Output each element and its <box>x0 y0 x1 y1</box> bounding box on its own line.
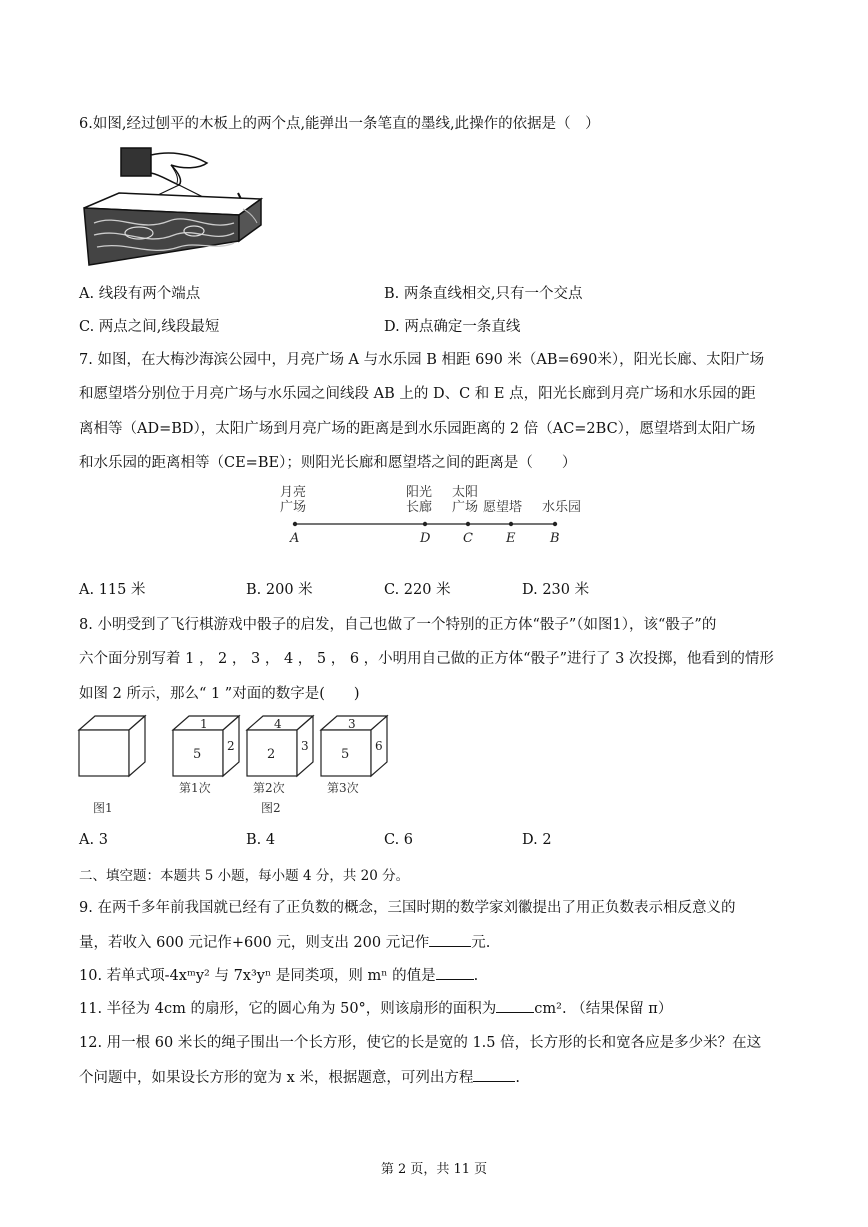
q8-option-d: D. 2 <box>522 832 552 848</box>
q8-fig2-caption: 图2 <box>261 801 281 815</box>
q7-point-b <box>553 522 557 526</box>
q8-cube-1-top: 1 <box>200 717 208 731</box>
q7-label-d-bottom: 长廊 <box>406 500 433 515</box>
q7-letter-c: C <box>463 531 473 546</box>
q7-option-c: C. 220 米 <box>384 582 451 598</box>
q7-option-b: B. 200 米 <box>246 582 313 598</box>
q11-line <box>79 998 672 1019</box>
q12-line-2-text: 个问题中，如果设长方形的宽为 x 米，根据题意，可列出方程 <box>79 1070 474 1086</box>
q7-label-a-bottom: 广场 <box>280 500 307 515</box>
q8-cube-3 <box>321 716 387 776</box>
q10-text: 10. 若单式项-4xᵐy² 与 7x³yⁿ 是同类项，则 mⁿ 的值是 <box>79 968 436 984</box>
q7-label-b: 水乐园 <box>542 500 582 515</box>
q6-option-c: C. 两点之间,线段最短 <box>79 319 220 335</box>
q8-cube-3-front: 5 <box>341 747 350 762</box>
q7-label-e: 愿望塔 <box>483 500 523 515</box>
q12-answer-blank[interactable] <box>473 1067 515 1082</box>
q8-line-2: 六个面分别写着 1 ， 2 ， 3 ， 4 ， 5 ， 6 ，小明用自己做的正方体“骰子”进行了 3 次投掷，他看到的情形 <box>79 651 774 667</box>
q12-line-1: 12. 用一根 60 米长的绳子围出一个长方形，使它的长是宽的 1.5 倍，长方形的长和宽各应是多少米？在这 <box>79 1035 762 1051</box>
q7-letter-e: E <box>506 531 516 546</box>
q7-letter-b: B <box>550 531 560 546</box>
q8-option-a: A. 3 <box>79 832 108 848</box>
q8-cube-3-caption: 第3次 <box>327 781 359 795</box>
q9-line-2-text: 量，若收入 600 元记作+600 元，则支出 200 元记作 <box>79 935 430 951</box>
q7-line-3: 离相等（AD=BD），太阳广场到月亮广场的距离是到水乐园距离的 2 倍（AC=2BC），愿望塔到太阳广场 <box>79 421 756 437</box>
q7-label-d-top: 阳光 <box>406 485 433 500</box>
q10-line <box>79 965 478 986</box>
section-2-heading: 二、填空题：本题共 5 小题，每小题 4 分，共 20 分。 <box>79 868 410 884</box>
q7-point-a <box>293 522 297 526</box>
q6-option-b: B. 两条直线相交,只有一个交点 <box>384 286 583 302</box>
page-footer: 第 2 页，共 11 页 <box>380 1162 488 1177</box>
q6-figure-board-image <box>79 143 265 275</box>
q8-cube-2-front: 2 <box>267 747 276 762</box>
q8-option-b: B. 4 <box>246 832 276 848</box>
q7-letter-a: A <box>290 531 300 546</box>
q8-cube-3-right: 6 <box>375 739 383 753</box>
q7-line-4: 和水乐园的距离相等（CE=BE）；则阳光长廊和愿望塔之间的距离是（ ） <box>79 455 577 471</box>
q8-line-3: 如图 2 所示，那么“ 1 ”对面的数字是( ) <box>79 686 360 702</box>
q11-text: 11. 半径为 4cm 的扇形，它的圆心角为 50°，则该扇形的面积为 <box>79 1001 497 1017</box>
q8-cube-1-front: 5 <box>193 747 202 762</box>
q9-line-2-end: 元. <box>471 935 491 951</box>
q8-cube-2-caption: 第2次 <box>253 781 285 795</box>
q7-point-c <box>466 522 470 526</box>
q7-line-1: 7. 如图，在大梅沙海滨公园中，月亮广场 A 与水乐园 B 相距 690 米（AB=690米），阳光长廊、太阳广场 <box>79 352 765 368</box>
q9-line-1: 9. 在两千多年前我国就已经有了正负数的概念，三国时期的数学家刘徽提出了用正负数表示相反意义的 <box>79 900 736 916</box>
q8-cube-1 <box>173 716 239 776</box>
q10-answer-blank[interactable] <box>436 965 474 980</box>
q11-answer-blank[interactable] <box>496 998 534 1013</box>
q6-option-a: A. 线段有两个端点 <box>79 286 201 302</box>
q7-label-a-top: 月亮 <box>280 485 307 500</box>
q10-end: . <box>473 968 479 984</box>
q12-line-2 <box>79 1067 520 1088</box>
q7-label-c-bottom: 广场 <box>452 500 479 515</box>
q6-option-d: D. 两点确定一条直线 <box>384 319 521 335</box>
q8-line-1: 8. 小明受到了飞行棋游戏中骰子的启发，自己也做了一个特别的正方体“骰子”（如图1），该“骰子”的 <box>79 617 717 633</box>
q8-cube-2-top: 4 <box>274 717 282 731</box>
q8-cube-2-right: 3 <box>301 739 309 753</box>
q8-cube-1-right: 2 <box>227 739 235 753</box>
q7-option-a: A. 115 米 <box>79 582 146 598</box>
q8-cube-2 <box>247 716 313 776</box>
q7-label-c-top: 太阳 <box>452 485 479 500</box>
q8-dice-figure <box>77 712 397 816</box>
q7-point-d <box>423 522 427 526</box>
q7-point-e <box>509 522 513 526</box>
q7-line-segment-figure <box>270 482 610 546</box>
q8-cube-1-caption: 第1次 <box>179 781 211 795</box>
q9-line-2 <box>79 932 490 953</box>
q6-stem: 6.如图,经过刨平的木板上的两个点,能弹出一条笔直的墨线,此操作的依据是（ ） <box>79 116 600 132</box>
q7-letter-d: D <box>420 531 431 546</box>
q8-fig1-cube <box>79 716 145 776</box>
q8-cube-3-top: 3 <box>348 717 356 731</box>
q9-answer-blank[interactable] <box>429 932 471 947</box>
q11-end: cm². （结果保留 π） <box>534 1001 673 1017</box>
q8-fig1-caption: 图1 <box>93 801 113 815</box>
q7-line-2: 和愿望塔分别位于月亮广场与水乐园之间线段 AB 上的 D、C 和 E 点，阳光长廊到月亮广场和水乐园的距 <box>79 386 756 402</box>
q8-option-c: C. 6 <box>384 832 414 848</box>
q7-option-d: D. 230 米 <box>522 582 590 598</box>
q12-line-2-end: . <box>515 1070 521 1086</box>
